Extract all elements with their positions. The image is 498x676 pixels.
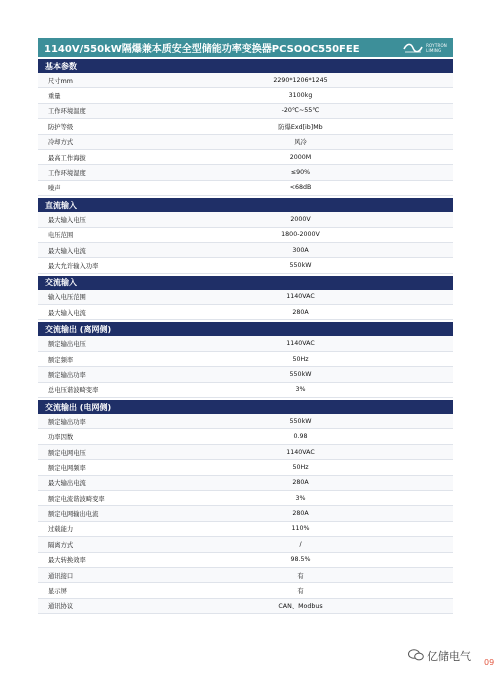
spec-row (38, 460, 453, 475)
spec-row (38, 476, 453, 491)
spec-label: 额定输出功率 (48, 371, 86, 379)
spec-value: 3100kg (288, 92, 313, 100)
spec-value: 2000M (289, 153, 312, 161)
spec-row (38, 537, 453, 552)
spec-row (38, 119, 453, 134)
section-heading: 交流输出 (电网侧) (38, 400, 453, 414)
section-heading: 基本参数 (38, 59, 453, 73)
spec-value: 1140VAC (286, 293, 315, 301)
spec-value: CAN、Modbus (278, 603, 323, 611)
spec-label: 隔离方式 (48, 541, 74, 549)
spec-value: 280A (292, 510, 309, 518)
spec-row (38, 367, 453, 382)
spec-row (38, 150, 453, 165)
spec-value: 3% (295, 494, 306, 502)
spec-value: / (299, 540, 302, 548)
spec-label: 过载能力 (48, 526, 74, 534)
spec-label: 最大输入电流 (48, 309, 86, 317)
spec-sections (38, 59, 453, 614)
spec-row (38, 336, 453, 351)
spec-row (38, 599, 453, 614)
section-heading: 交流输出 (离网侧) (38, 322, 453, 336)
spec-label: 额定电网频率 (48, 464, 86, 472)
spec-sheet (38, 38, 453, 614)
spec-value: 2000V (290, 215, 311, 223)
spec-value: 98.5% (290, 556, 311, 564)
spec-value: 防爆Exd[ib]Mb (278, 123, 323, 131)
spec-row (38, 429, 453, 444)
spec-row (38, 104, 453, 119)
spec-label: 额定频率 (48, 356, 74, 364)
section-heading: 交流输入 (38, 276, 453, 290)
spec-row (38, 181, 453, 196)
spec-value: 280A (292, 308, 309, 316)
section-rows (38, 414, 453, 614)
spec-label: 工作环境温度 (48, 108, 86, 116)
spec-row (38, 352, 453, 367)
logo-text: ROYTRON LIMING (426, 42, 447, 53)
spec-label: 额定输出功率 (48, 418, 86, 426)
spec-value: 550kW (289, 370, 312, 378)
spec-row (38, 568, 453, 583)
spec-label: 最大输出电流 (48, 480, 86, 488)
spec-row (38, 305, 453, 320)
spec-label: 最大输入电流 (48, 247, 86, 255)
spec-label: 额定输出电压 (48, 341, 86, 349)
spec-label: 最高工作海拔 (48, 154, 86, 162)
spec-value: 280A (292, 479, 309, 487)
spec-label: 噪声 (48, 185, 61, 193)
spec-value: -20℃~55℃ (281, 107, 320, 115)
brand-logo (403, 43, 447, 53)
spec-value: 300A (292, 246, 309, 254)
spec-row (38, 553, 453, 568)
spec-label: 输入电压范围 (48, 294, 86, 302)
spec-row (38, 445, 453, 460)
spec-value: 0.98 (293, 433, 308, 441)
section-rows (38, 336, 453, 398)
spec-value: 550kW (289, 417, 312, 425)
spec-label: 最大转换效率 (48, 557, 86, 565)
spec-row (38, 212, 453, 227)
spec-label: 工作环境湿度 (48, 170, 86, 178)
section-rows (38, 290, 453, 321)
spec-label: 额定电网电压 (48, 449, 86, 457)
spec-label: 总电压谐波畸变率 (48, 387, 99, 395)
spec-value: 有 (297, 572, 304, 580)
spec-label: 最大输入电压 (48, 216, 86, 224)
page-title: 1140V/550kW隔爆兼本质安全型储能功率变换器PCSOOC550FEE (44, 44, 360, 55)
spec-row (38, 290, 453, 305)
spec-row (38, 522, 453, 537)
spec-value: 50Hz (292, 463, 309, 471)
spec-row (38, 583, 453, 598)
spec-value: 3% (295, 386, 306, 394)
spec-label: 最大允许输入功率 (48, 262, 99, 270)
section-heading: 直流输入 (38, 198, 453, 212)
spec-label: 防护等级 (48, 123, 74, 131)
spec-value: ≤90% (290, 169, 311, 177)
section-rows (38, 73, 453, 196)
title-bar (38, 38, 453, 57)
spec-row (38, 491, 453, 506)
spec-label: 显示屏 (48, 588, 67, 596)
spec-value: 50Hz (292, 355, 309, 363)
spec-row (38, 73, 453, 88)
spec-value: 风冷 (294, 139, 307, 147)
spec-value: 1140VAC (286, 448, 315, 456)
spec-label: 功率因数 (48, 434, 74, 442)
spec-value: 1800-2000V (281, 231, 320, 239)
spec-value: 550kW (289, 261, 312, 269)
spec-label: 额定电网输出电流 (48, 511, 99, 519)
spec-value: <68dB (289, 184, 312, 192)
spec-label: 冷却方式 (48, 139, 74, 147)
spec-value: 有 (297, 588, 304, 596)
spec-value: 110% (291, 525, 310, 533)
spec-row (38, 88, 453, 103)
spec-label: 通讯接口 (48, 572, 74, 580)
spec-row (38, 414, 453, 429)
section-rows (38, 212, 453, 274)
spec-label: 重量 (48, 93, 61, 101)
wechat-icon (408, 649, 424, 664)
spec-row (38, 165, 453, 180)
spec-row (38, 383, 453, 398)
spec-row (38, 243, 453, 258)
spec-label: 尺寸mm (48, 77, 73, 85)
spec-label: 通讯协议 (48, 603, 74, 611)
footer-brand-name: 亿储电气 (427, 650, 471, 663)
page-number: 09 (484, 658, 495, 667)
spec-value: 1140VAC (286, 340, 315, 348)
spec-row (38, 258, 453, 273)
spec-label: 电压范围 (48, 232, 74, 240)
footer-brand (408, 648, 471, 664)
spec-row (38, 228, 453, 243)
spec-row (38, 506, 453, 521)
spec-label: 额定电流谐波畸变率 (48, 495, 105, 503)
wave-logo-icon (403, 43, 423, 53)
spec-value: 2290*1206*1245 (273, 76, 328, 84)
spec-row (38, 135, 453, 150)
